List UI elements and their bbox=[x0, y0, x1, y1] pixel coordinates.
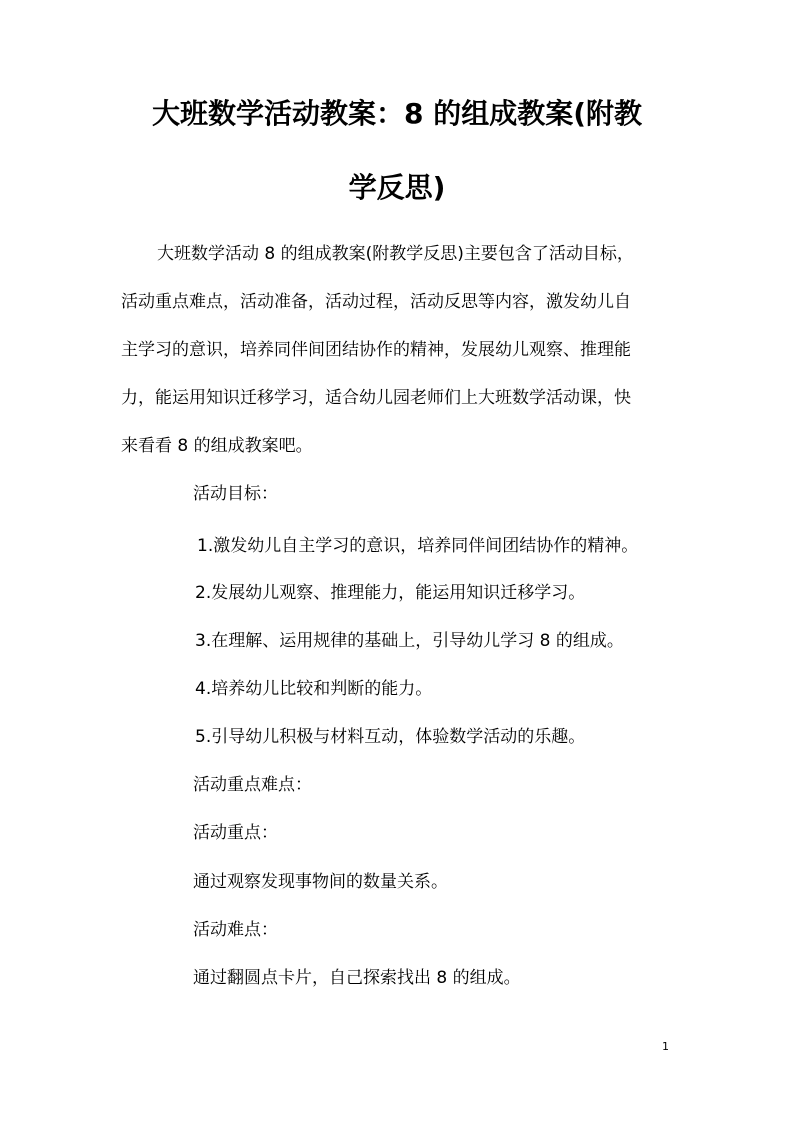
goal-item: 1.激发幼儿自主学习的意识，培养同伴间团结协作的精神。 bbox=[197, 536, 639, 556]
goal-item: 5.引导幼儿积极与材料互动，体验数学活动的乐趣。 bbox=[195, 727, 586, 747]
goal-item: 3.在理解、运用规律的基础上，引导幼儿学习 8 的组成。 bbox=[195, 631, 624, 651]
title-line: 学反思) bbox=[348, 171, 446, 204]
difficult-text: 通过翻圆点卡片，自己探索找出 8 的组成。 bbox=[193, 968, 521, 988]
key-difficult-heading: 活动重点难点： bbox=[193, 775, 312, 795]
title-line: 大班数学活动教案：8 的组成教案(附教 bbox=[151, 97, 643, 130]
goals-heading: 活动目标： bbox=[193, 484, 278, 504]
intro-line: 力，能运用知识迁移学习，适合幼儿园老师们上大班数学活动课，快 bbox=[121, 388, 631, 408]
intro-line: 大班数学活动 8 的组成教案(附教学反思)主要包含了活动目标， bbox=[157, 244, 634, 264]
goal-item: 4.培养幼儿比较和判断的能力。 bbox=[195, 679, 433, 699]
intro-line: 活动重点难点，活动准备，活动过程，活动反思等内容，激发幼儿自 bbox=[121, 292, 631, 312]
key-text: 通过观察发现事物间的数量关系。 bbox=[193, 872, 448, 892]
page-number: 1 bbox=[662, 1040, 669, 1053]
intro-line: 主学习的意识，培养同伴间团结协作的精神，发展幼儿观察、推理能 bbox=[121, 340, 631, 360]
goal-item: 2.发展幼儿观察、推理能力，能运用知识迁移学习。 bbox=[195, 583, 586, 603]
intro-line: 来看看 8 的组成教案吧。 bbox=[121, 436, 313, 456]
key-heading: 活动重点： bbox=[193, 823, 278, 843]
difficult-heading: 活动难点： bbox=[193, 920, 278, 940]
